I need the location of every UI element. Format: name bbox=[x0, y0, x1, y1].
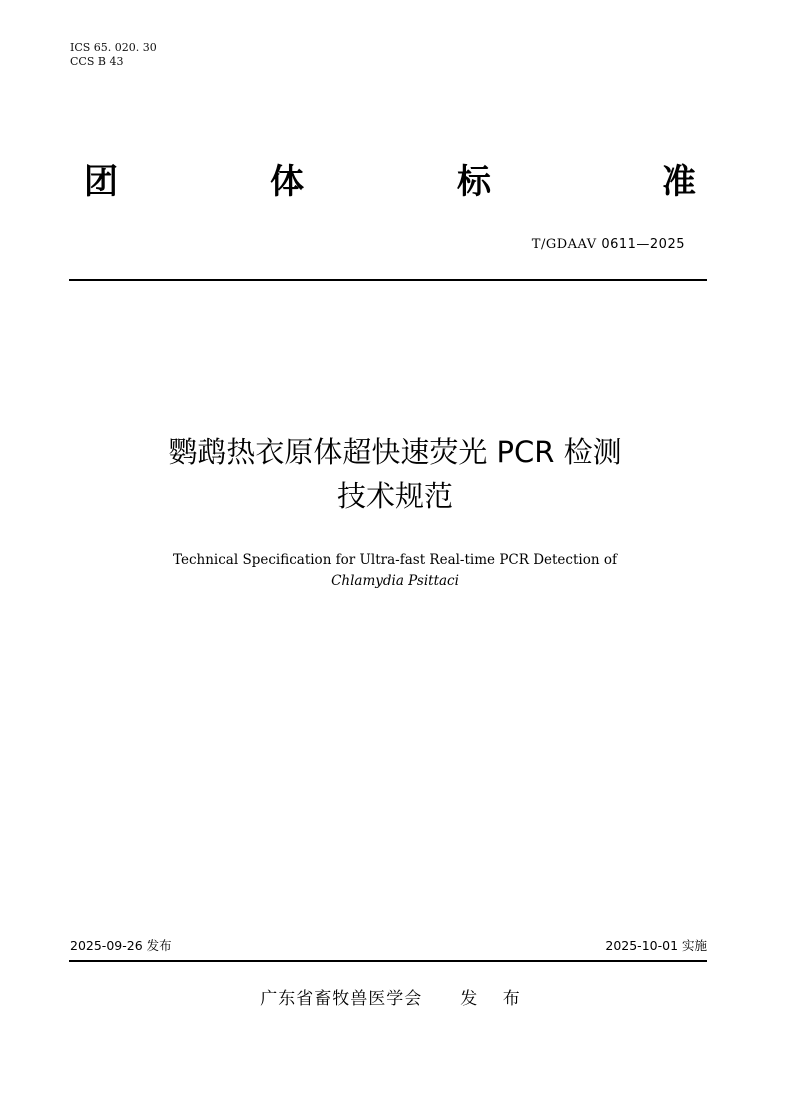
category-char-1: 团 bbox=[84, 162, 118, 202]
category-char-3: 标 bbox=[457, 162, 491, 202]
category-char-4: 准 bbox=[662, 162, 696, 202]
chinese-title-line-1: 鹦鹉热衣原体超快速荧光 PCR 检测 bbox=[168, 435, 622, 469]
english-title-line-2: Chlamydia Psittaci bbox=[331, 573, 459, 589]
category-char-2: 体 bbox=[270, 162, 304, 202]
publish-label: 发 布 bbox=[460, 989, 530, 1009]
implementation-date: 2025-10-01 实施 bbox=[605, 938, 707, 953]
bottom-divider bbox=[69, 960, 707, 962]
classification-codes bbox=[70, 41, 157, 69]
top-divider bbox=[69, 279, 707, 281]
issue-date: 2025-09-26 发布 bbox=[70, 938, 172, 953]
publisher-line bbox=[0, 987, 790, 1011]
ics-code: ICS 65. 020. 30 bbox=[70, 41, 157, 54]
standard-number bbox=[532, 236, 685, 254]
ccs-code: CCS B 43 bbox=[70, 55, 124, 68]
standard-prefix: T/GDAAV bbox=[531, 237, 597, 252]
chinese-title bbox=[0, 430, 790, 518]
chinese-title-line-2: 技术规范 bbox=[336, 479, 453, 513]
publisher-name: 广东省畜牧兽医学会 bbox=[260, 989, 423, 1009]
standard-code: 0611—2025 bbox=[601, 237, 685, 252]
english-title bbox=[0, 550, 790, 592]
standard-category bbox=[84, 160, 696, 208]
english-title-line-1: Technical Specification for Ultra-fast Real-time PCR Detection of bbox=[173, 552, 617, 568]
